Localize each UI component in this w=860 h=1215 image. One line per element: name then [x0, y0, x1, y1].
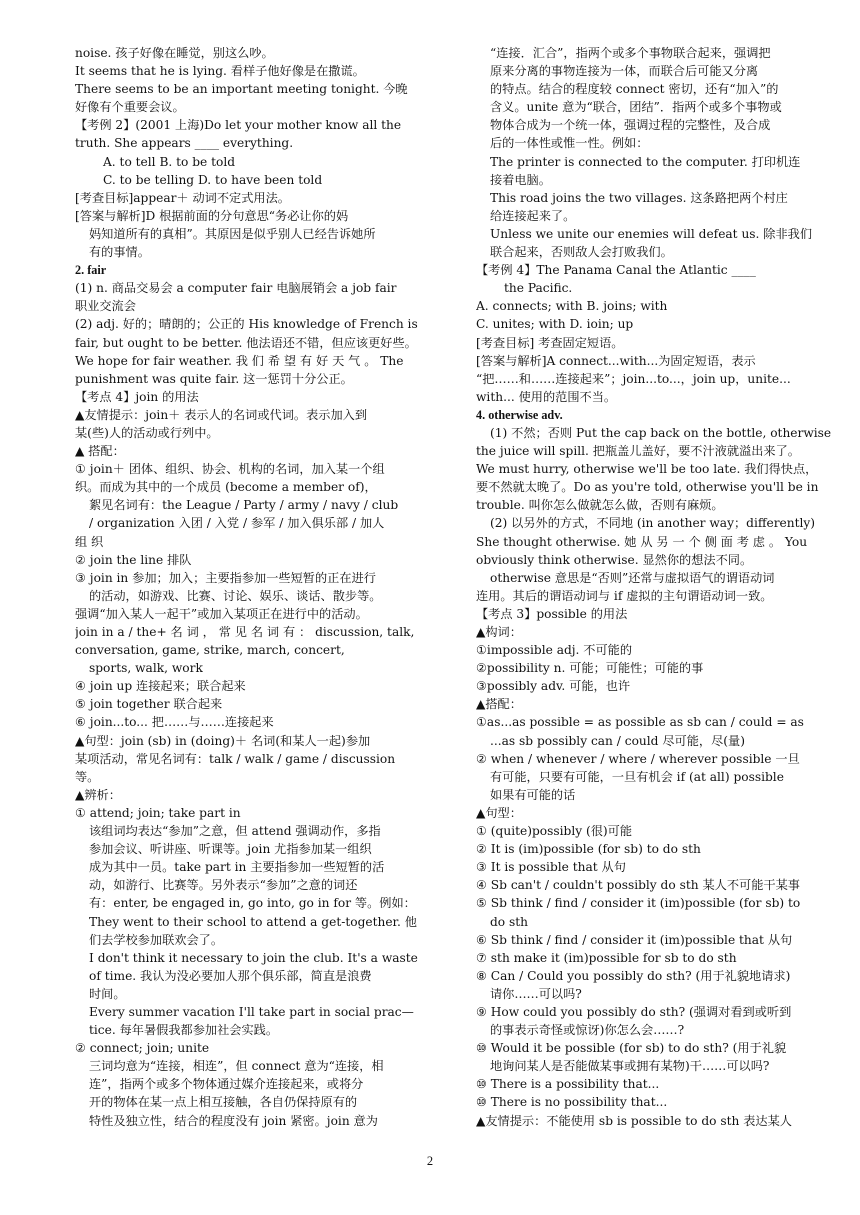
text-line: noise. 孩子好像在睡觉，别这么吵。 — [75, 46, 274, 60]
text-line: 该组词均表达“参加”之意，但 attend 强调动作，多指 — [89, 824, 381, 839]
text-line: ④ Sb can't / couldn't possibly do sth 某人不可能干某事 — [476, 878, 800, 893]
text-line: C. unites; with D. ioin; up — [476, 317, 634, 332]
text-line: ③ join in 参加；加入；主要指参加一些短暂的正在进行 — [75, 570, 376, 585]
text-line: 组 织 — [75, 534, 104, 549]
text-line: 【考点 4】join 的用法 — [75, 389, 199, 404]
text-line: 的活动，如游戏、比赛、讨论、娱乐、谈话、散步等。 — [89, 588, 382, 603]
text-line: “把……和……连接起来”；join...to...，join up，unite... — [476, 371, 791, 386]
text-line: 好像有个重要会议。 — [75, 100, 185, 115]
text-line: ▲辨析： — [75, 787, 121, 802]
text-line: “连接．汇合”，指两个或多个事物联合起来，强调把 — [490, 46, 771, 60]
text-line: ⑩ Would it be possible (for sb) to do sth? (用于礼貌 — [476, 1041, 787, 1056]
text-line: ① attend; join; take part in — [75, 805, 241, 820]
text-line: with... 使用的范围不当。 — [476, 389, 617, 404]
text-line: (2) 以另外的方式，不同地 (in another way；differently) — [490, 516, 816, 531]
text-line: fair, but ought to be better. 他法语还不错，但应该更好些。 — [75, 335, 417, 350]
text-line: 特性及独立性，结合的程度没有 join 紧密。join 意为 — [89, 1113, 378, 1128]
text-line: A. to tell B. to be told — [103, 154, 236, 169]
text-line: [考查目标]appear＋ 动词不定式用法。 — [75, 190, 290, 205]
text-line: ② It is (im)possible (for sb) to do sth — [476, 842, 701, 857]
text-line: / organization 入团 / 入党 / 参军 / 加入俱乐部 / 加人 — [89, 516, 385, 531]
text-line: 接着电脑。 — [490, 172, 551, 187]
text-line: ⑤ Sb think / find / consider it (im)possible (for sb) to — [476, 896, 801, 911]
text-line: ⑥ Sb think / find / consider it (im)possible that 从句 — [476, 932, 793, 947]
text-line: C. to be telling D. to have been told — [103, 172, 323, 187]
text-line: 有：enter, be engaged in, go into, go in for 等。例如： — [89, 896, 416, 911]
text-line: the Pacific. — [504, 281, 573, 296]
text-line: 原来分离的事物连接为一体，而联合后可能又分离 — [490, 64, 759, 79]
text-line: ▲句型： — [476, 805, 522, 820]
text-line: ② connect; join; unite — [75, 1041, 210, 1056]
text-line: ⑩ There is a possibility that... — [476, 1077, 660, 1092]
text-line: 织。而成为其中的一个成员 (become a member of)， — [75, 480, 377, 495]
text-line: join in a / the+ 名 词 ， 常 见 名 词 有 ： discussion, talk, — [75, 625, 415, 639]
text-line: 如果有可能的话 — [490, 787, 576, 802]
text-line: We must hurry, otherwise we'll be too late. 我们得快点， — [476, 462, 818, 477]
text-line: the juice will spill. 把瓶盖儿盖好，要不汁液就溢出来了。 — [476, 444, 800, 459]
left-column — [75, 44, 442, 1130]
text-line: ⑤ join together 联合起来 — [75, 697, 223, 712]
text-line: 成为其中一员。take part in 主要指参加一些短暂的活 — [89, 860, 385, 875]
text-line: ⑩ There is no possibility that... — [476, 1095, 668, 1110]
text-line: of time. 我认为没必要加人那个俱乐部，简直是浪费 — [89, 968, 372, 983]
text-line: 请你……可以吗? — [490, 986, 582, 1001]
text-line: 等。 — [75, 769, 100, 784]
text-line: There seems to be an important meeting tonight. 今晚 — [75, 82, 408, 97]
text-line: obviously think otherwise. 显然你的想法不同。 — [476, 552, 753, 567]
text-line: 开的物体在某一点上相互接触，各自仍保持原有的 — [89, 1095, 358, 1110]
text-line: She thought otherwise. 她 从 另 一 个 侧 面 考 虑 。 You — [476, 534, 808, 549]
text-line: ⑥ join...to... 把……与……连接起来 — [75, 715, 274, 730]
text-line: 的特点。结合的程度较 connect 密切，还有“加入”的 — [490, 82, 779, 97]
text-line: 有的事情。 — [89, 245, 150, 260]
text-line: (1) 不然；否则 Put the cap back on the bottle, otherwise — [490, 425, 832, 440]
text-line: Unless we unite our enemies will defeat us. 除非我们 — [490, 226, 813, 241]
text-line: ①as...as possible = as possible as sb can / could = as — [476, 715, 804, 730]
text-line: ③possibly adv. 可能，也许 — [476, 679, 631, 694]
text-line: otherwise 意思是“否则”还常与虚拟语气的谓语动词 — [490, 570, 775, 585]
text-line: ▲句型：join (sb) in (doing)＋ 名词(和某人一起)参加 — [75, 733, 371, 748]
text-line: 动，如游行、比赛等。另外表示“参加”之意的词还 — [89, 878, 358, 893]
text-line: 参加会议、听讲座、听课等。join 尤指参加某一组织 — [89, 842, 372, 857]
text-line: 【考例 4】The Panama Canal the Atlantic ____ — [476, 263, 756, 278]
text-line: ▲构词： — [476, 625, 522, 639]
text-line: ②possibility n. 可能；可能性；可能的事 — [476, 661, 704, 676]
text-line: ② join the line 排队 — [75, 552, 192, 567]
text-line: 联合起来，否则敌人会打败我们。 — [490, 245, 673, 260]
text-line: 后的一体性或惟一性。例如： — [490, 136, 649, 151]
text-line: 连”，指两个或多个物体通过媒介连接起来，或将分 — [89, 1077, 364, 1092]
text-line: ...as sb possibly can / could 尽可能，尽(量) — [490, 733, 745, 748]
text-line: ⑧ Can / Could you possibly do sth? (用于礼貌地请求) — [476, 968, 791, 983]
text-line: The printer is connected to the computer. 打印机连 — [490, 154, 801, 169]
text-line: ▲ 搭配： — [75, 444, 125, 459]
text-line: They went to their school to attend a get-together. 他 — [89, 914, 417, 929]
text-line: ▲搭配： — [476, 697, 522, 712]
text-line: ①impossible adj. 不可能的 — [476, 643, 633, 658]
right-column — [476, 44, 833, 1130]
text-line: trouble. 叫你怎么做就怎么做，否则有麻烦。 — [476, 498, 724, 513]
text-line: 要不然就太晚了。Do as you're told, otherwise you'll be in — [476, 480, 819, 495]
text-line: This road joins the two villages. 这条路把两个村庄 — [490, 190, 788, 205]
text-line: We hope for fair weather. 我 们 希 望 有 好 天 气 。 The — [75, 353, 404, 368]
text-line: 某(些)人的活动或行列中。 — [75, 425, 219, 440]
text-line: tice. 每年暑假我都参加社会实践。 — [89, 1023, 279, 1038]
text-line: A. connects; with B. joins; with — [476, 299, 668, 314]
text-line: 职业交流会 — [75, 299, 136, 314]
text-line: 【考点 3】possible 的用法 — [476, 606, 628, 621]
text-line: 4. otherwise adv. — [476, 407, 563, 422]
text-line: 三词均意为“连接，相连”，但 connect 意为“连接，相 — [89, 1059, 384, 1074]
text-line: 物体合成为一个统一体，强调过程的完整性，及合成 — [490, 118, 771, 133]
text-line: ① (quite)possibly (很)可能 — [476, 824, 633, 839]
text-line: (1) n. 商品交易会 a computer fair 电脑展销会 a job fair — [75, 281, 397, 296]
text-line: 地询问某人是否能做某事或拥有某物)干……可以吗? — [490, 1059, 770, 1074]
text-line: ③ It is possible that 从句 — [476, 860, 626, 875]
text-line: 含义。unite 意为“联合，团结”．指两个或多个事物或 — [490, 100, 782, 115]
text-line: ▲友情提示：不能使用 sb is possible to do sth 表达某人 — [476, 1113, 792, 1128]
text-line: Every summer vacation I'll take part in social prac— — [89, 1004, 414, 1019]
text-line: [答案与解析]A connect...with...为固定短语，表示 — [476, 353, 756, 368]
text-line: [考查目标] 考查固定短语。 — [476, 335, 624, 350]
text-line: truth. She appears ____ everything. — [75, 136, 294, 151]
text-line: conversation, game, strike, march, concert, — [75, 643, 345, 658]
text-line: (2) adj. 好的；晴朗的；公正的 His knowledge of French is — [75, 317, 418, 332]
text-line: punishment was quite fair. 这一惩罚十分公正。 — [75, 371, 353, 386]
text-line: 的事表示奇怪或惊讶)你怎么会……? — [490, 1023, 685, 1038]
text-line: 们去学校参加联欢会了。 — [89, 932, 224, 947]
text-line: It seems that he is lying. 看样子他好像是在撒谎。 — [75, 64, 365, 79]
text-line: ▲友情提示：join＋ 表示人的名词或代词。表示加入到 — [75, 407, 368, 422]
text-line: ④ join up 连接起来；联合起来 — [75, 679, 246, 694]
text-line: 时间。 — [89, 986, 126, 1001]
text-line: sports, walk, work — [89, 661, 203, 676]
text-line: ① join＋ 团体、组织、协会、机构的名词，加入某一个组 — [75, 462, 385, 477]
page-number: 2 — [426, 1154, 434, 1168]
text-line: 强调“加入某人一起干”或加入某项正在进行中的活动。 — [75, 606, 368, 621]
text-line: ⑨ How could you possibly do sth? (强调对看到或听到 — [476, 1004, 792, 1019]
text-line: 给连接起来了。 — [490, 208, 576, 223]
text-line: 连用。其后的谓语动词与 if 虚拟的主句谓语动词一致。 — [476, 588, 773, 603]
text-line: ⑦ sth make it (im)possible for sb to do sth — [476, 950, 737, 965]
text-line: I don't think it necessary to join the club. It's a waste — [89, 950, 418, 965]
text-line: 【考例 2】(2001 上海)Do let your mother know all the — [75, 118, 402, 133]
text-line: 妈知道所有的真相”。其原因是似乎别人已经告诉她所 — [89, 226, 376, 241]
text-line: ② when / whenever / where / wherever possible 一旦 — [476, 751, 800, 766]
text-line: [答案与解析]D 根据前面的分句意思“务必让你的妈 — [75, 208, 349, 223]
text-line: 絮见名词有：the League / Party / army / navy / club — [89, 498, 399, 513]
text-line: do sth — [490, 914, 529, 929]
text-line: 某项活动，常见名词有：talk / walk / game / discussion — [75, 751, 396, 766]
text-line: 有可能，只要有可能，一旦有机会 if (at all) possible — [490, 769, 784, 784]
text-line: 2. fair — [75, 263, 107, 278]
